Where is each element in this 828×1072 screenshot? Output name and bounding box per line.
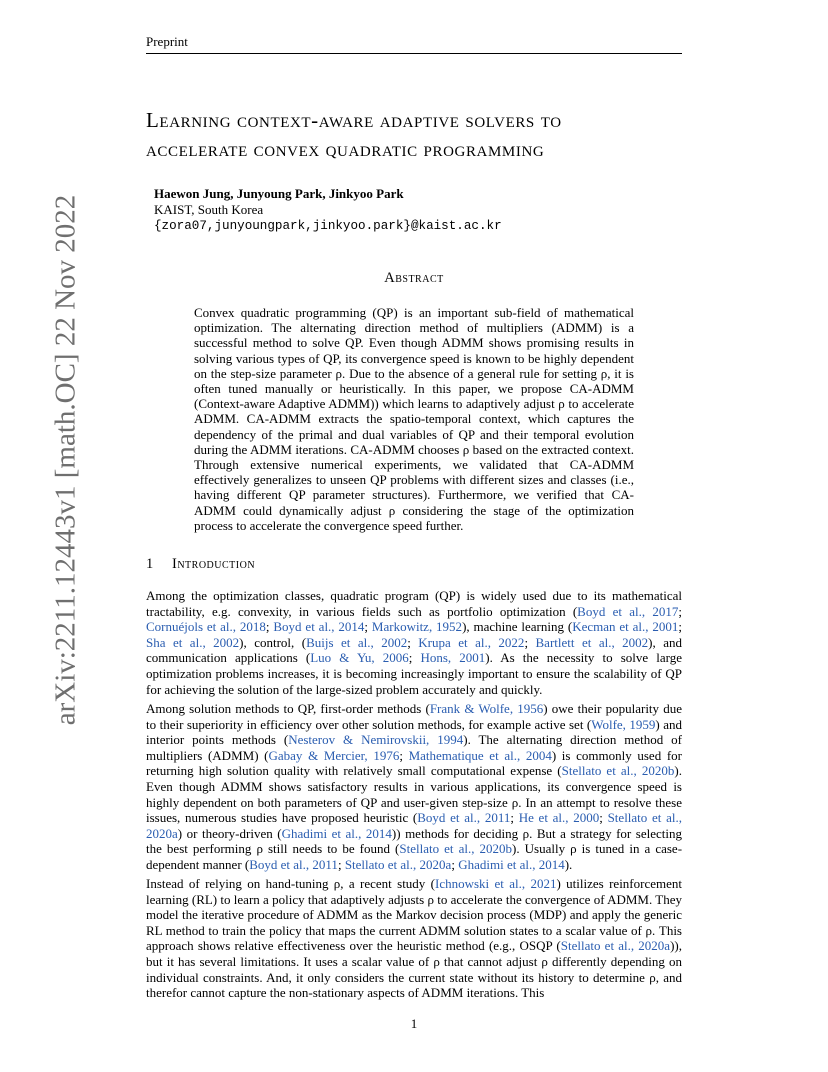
author-emails: {zora07,junyoungpark,jinkyoo.park}@kaist.ac.kr — [154, 219, 502, 233]
text-run: ; — [678, 603, 682, 619]
citation-link[interactable]: Stellato et al., 2020a — [344, 856, 452, 872]
citation-link[interactable]: Gabay & Mercier, 1976 — [268, 747, 400, 763]
text-run: ; — [510, 810, 519, 826]
arxiv-identifier: arXiv:2211.12443v1 [math.OC] 22 Nov 2022 — [49, 194, 82, 726]
text-run: Instead of relying on hand-tuning ρ, a recent study ( — [146, 876, 435, 891]
citation-link[interactable]: Stellato et al., 2020a — [560, 938, 671, 954]
text-run: ) is commonly used for returning high solution quality with relatively small computational expense ( — [146, 747, 682, 779]
text-run: ) and interior points methods ( — [146, 716, 682, 748]
text-run: Among the optimization classes, quadratic program (QP) is widely used due to its mathematical tractability, e.g. convexity, in various fields such as portfolio optimization ( — [146, 588, 682, 619]
text-run: )) methods for deciding ρ. But a strategy for selecting the best performing ρ still needs to be found ( — [146, 825, 682, 857]
citation-link[interactable]: Boyd et al., 2011 — [417, 810, 511, 826]
paragraph-2 — [146, 701, 682, 873]
citation-link[interactable]: Luo & Yu, 2006 — [310, 650, 409, 666]
section-heading-introduction — [146, 556, 255, 573]
text-run: ). Even though ADMM shows satisfactory results in various applications, its convergence speed is highly dependent on both parameters of QP and user-given step-size ρ. In an attempt to resolve these issues, numerous studies have proposed heuristic ( — [146, 763, 682, 826]
page-number: 1 — [410, 1016, 418, 1031]
citation-link[interactable]: Cornuéjols et al., 2018 — [146, 619, 266, 635]
text-run: ). Usually ρ is tuned in a case-dependent manner ( — [146, 841, 683, 872]
text-run: ; — [364, 619, 372, 635]
citation-link[interactable]: Kecman et al., 2001 — [572, 619, 679, 635]
text-run: ; — [524, 634, 536, 650]
text-run: ; — [408, 650, 421, 666]
citation-link[interactable]: Mathematique et al., 2004 — [408, 747, 552, 763]
citation-link[interactable]: Sha et al., 2002 — [146, 634, 240, 650]
citation-link[interactable]: Buijs et al., 2002 — [306, 634, 408, 650]
citation-link[interactable]: Bartlett et al., 2002 — [535, 634, 649, 650]
author-names: Haewon Jung, Junyoung Park, Jinkyoo Park — [154, 186, 404, 201]
paragraph-3 — [146, 876, 682, 1001]
header-rule — [146, 53, 682, 54]
text-run: )), but it has several limitations. It uses a scalar value of ρ that cannot adjust ρ differently depending on individual constraints. And, it only considers the current state without its history to determine ρ, and therefor cannot capture the non-stationary aspects of ADMM iterations. This — [146, 938, 682, 1001]
text-run: ), and communication applications ( — [146, 634, 682, 666]
abstract-heading: Abstract — [384, 270, 444, 286]
abstract-body: Convex quadratic programming (QP) is an important sub-field of mathematical optimization. The alternating direction method of multipliers (ADMM) is a successful method to solve QP. Even though ADMM shows promising results in solving various types of QP, its convergence speed is known to be highly dependent on the step-size parameter ρ. Due to the absence of a general rule for setting ρ, it is often tuned manually or heuristically. In this paper, we propose CA-ADMM (Context-aware Adaptive ADMM)) which learns to adaptively adjust ρ to accelerate ADMM. CA-ADMM extracts the spatio-temporal context, which captures the dependency of the primal and dual variables of QP and their temporal evolution during the ADMM iterations. CA-ADMM chooses ρ based on the extracted context. Through extensive numerical experiments, we validated that CA-ADMM effectively generalizes to unseen QP problems with different sizes and classes (i.e., having different QP parameter structures). Furthermore, we verified that CA-ADMM could dynamically adjust ρ considering the stage of the optimization process to accelerate the convergence speed further. — [194, 305, 634, 533]
text-run: ) owe their popularity due to their superiority in efficiency over other solution methods, for example active set ( — [146, 701, 682, 732]
citation-link[interactable]: Krupa et al., 2022 — [418, 634, 525, 650]
paragraph-1 — [146, 588, 682, 697]
citation-link[interactable]: Ichnowski et al., 2021 — [435, 876, 557, 891]
text-run: ; — [399, 747, 409, 763]
citation-link[interactable]: Ghadimi et al., 2014 — [281, 825, 392, 841]
title-line-1: Learning context-aware adaptive solvers to — [146, 108, 562, 132]
citation-link[interactable]: Stellato et al., 2020a — [146, 810, 682, 841]
author-block — [154, 186, 502, 234]
paper-title — [146, 106, 706, 164]
text-run: ; — [265, 619, 274, 635]
text-run: ). The alternating direction method of multipliers (ADMM) ( — [146, 732, 682, 763]
text-run: ) utilizes reinforcement learning (RL) to learn a policy that adaptively adjusts ρ to accelerate the convergence of ADMM. They model the iterative procedure of ADMM as the Markov decision process (MDP) and apply the generic RL method to train the policy that maps the current ADMM solution states to a scalar value of ρ. This approach shows relative effectiveness over the heuristic method (e.g., OSQP ( — [146, 876, 682, 954]
section-title: Introduction — [172, 556, 256, 572]
section-number: 1 — [146, 556, 154, 572]
text-run: ; — [407, 634, 419, 650]
citation-link[interactable]: Frank & Wolfe, 1956 — [429, 701, 544, 716]
text-run: ; — [599, 810, 608, 826]
text-run: ). — [564, 856, 573, 872]
citation-link[interactable]: Hons, 2001 — [420, 650, 486, 666]
citation-link[interactable]: Stellato et al., 2020b — [561, 763, 675, 779]
affiliation: KAIST, South Korea — [154, 202, 264, 217]
citation-link[interactable]: Nesterov & Nemirovskii, 1994 — [288, 732, 464, 748]
text-run: ) or theory-driven ( — [177, 825, 282, 841]
citation-link[interactable]: Boyd et al., 2014 — [273, 619, 365, 635]
text-run: ), machine learning ( — [462, 619, 573, 635]
title-line-2: accelerate convex quadratic programming — [146, 137, 545, 161]
running-header: Preprint — [146, 34, 188, 49]
text-run: ; — [451, 856, 459, 872]
citation-link[interactable]: Wolfe, 1959 — [591, 716, 656, 732]
text-run: ; — [337, 856, 345, 872]
citation-link[interactable]: Boyd et al., 2011 — [249, 856, 338, 872]
citation-link[interactable]: Ghadimi et al., 2014 — [458, 856, 565, 872]
citation-link[interactable]: Stellato et al., 2020b — [399, 841, 513, 857]
text-run: ; — [678, 619, 682, 635]
text-run: ). As the necessity to solve large optimization problems increases, it is becoming increasingly important to ensure the scalability of QP for achieving the solution of the large-sized problem accurately and quickly. — [146, 650, 682, 697]
citation-link[interactable]: Boyd et al., 2017 — [577, 603, 679, 619]
citation-link[interactable]: Markowitz, 1952 — [371, 619, 463, 635]
text-run: Among solution methods to QP, first-order methods ( — [146, 701, 430, 716]
citation-link[interactable]: He et al., 2000 — [518, 810, 600, 826]
text-run: ), control, ( — [239, 634, 307, 650]
